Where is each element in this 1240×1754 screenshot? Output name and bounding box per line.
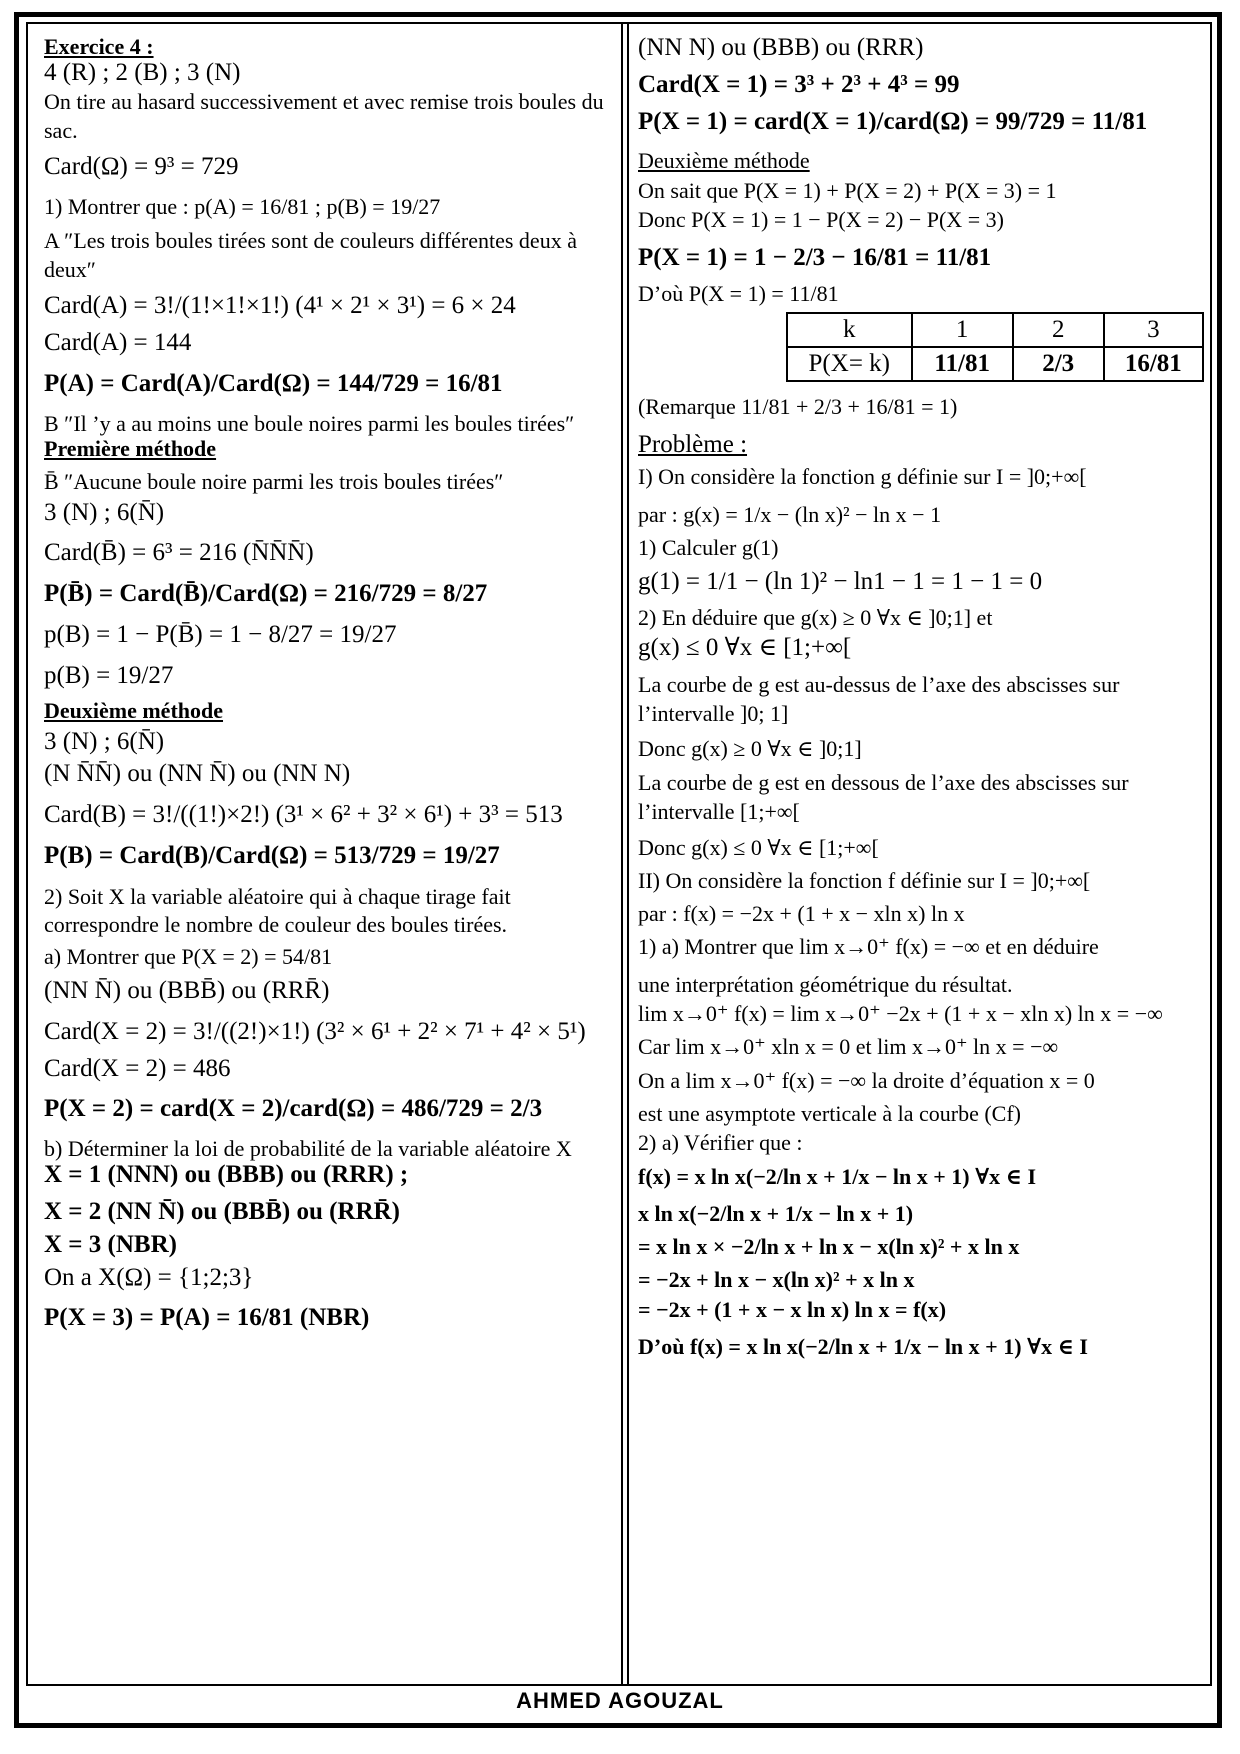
g-below-axis: La courbe de g est en dessous de l’axe des abscisses sur l’intervalle [1;+∞[	[638, 770, 1129, 824]
table-value-1: 11/81	[912, 347, 1013, 381]
cases-x2: (NN N̄) ou (BBB̄) ou (RRR̄)	[44, 977, 330, 1005]
question-1: 1) Montrer que : p(A) = 16/81 ; p(B) = 19/27	[44, 193, 441, 219]
g-negative: Donc g(x) ≤ 0 ∀x ∈ [1;+∞[	[638, 834, 879, 860]
question-2a: a) Montrer que P(X = 2) = 54/81	[44, 943, 333, 969]
limit-calc: lim x→0⁺ f(x) = lim x→0⁺ −2x + (1 + x − xln x) ln x = −∞	[638, 1001, 1163, 1027]
question-g-sign: 2) En déduire que g(x) ≥ 0 ∀x ∈ ]0;1] et	[638, 604, 993, 630]
prob-b: P(B) = Card(B)/Card(Ω) = 513/729 = 19/27	[44, 841, 500, 869]
ball-counts: 3 (N) ; 6(N̄)	[44, 498, 165, 526]
g-positive: Donc g(x) ≥ 0 ∀x ∈ ]0;1]	[638, 736, 862, 762]
prob-b-result: p(B) = 19/27	[44, 661, 174, 689]
x-omega: On a X(Ω) = {1;2;3}	[44, 1263, 254, 1291]
event-a-def: A ″Les trois boules tirées sont de couleurs différentes deux à deux″	[44, 228, 577, 282]
bag-content: 4 (R) ; 2 (B) ; 3 (N)	[44, 59, 241, 87]
x1-cases-line: (NN N) ou (BBB) ou (RRR)	[638, 34, 924, 61]
expand-step-4: = −2x + (1 + x − x ln x) ln x = f(x)	[638, 1296, 947, 1322]
f-identity-conclusion: D’où f(x) = x ln x(−2/ln x + 1/x − ln x + 1) ∀x ∈ I	[638, 1334, 1088, 1360]
x1-cases: X = 1 (NNN) ou (BBB) ou (RRR) ;	[44, 1161, 409, 1189]
author-footer: AHMED AGOUZAL	[516, 1688, 724, 1713]
table-row-label: P(X= k)	[787, 347, 912, 381]
sum-prob: On sait que P(X = 1) + P(X = 2) + P(X = 3) = 1	[638, 177, 1057, 203]
table-header-k: k	[787, 313, 912, 347]
question-verify: 2) a) Vérifier que :	[638, 1130, 803, 1156]
prob-x1-expr: Donc P(X = 1) = 1 − P(X = 2) − P(X = 3)	[638, 206, 1004, 232]
asymptote-conclusion: est une asymptote verticale à la courbe (Cf)	[638, 1100, 1022, 1126]
prob-x3: P(X = 3) = P(A) = 16/81 (NBR)	[44, 1304, 370, 1332]
method-2-heading: Deuxième méthode	[44, 698, 224, 724]
table-header-2: 2	[1013, 313, 1104, 347]
g-above-axis: La courbe de g est au-dessus de l’axe des abscisses sur l’intervalle ]0; 1]	[638, 671, 1120, 726]
card-x2-value: Card(X = 2) = 486	[44, 1054, 231, 1082]
card-x2-formula: Card(X = 2) = 3!/((2!)×1!) (3² × 6¹ + 2² × 7¹ + 4² × 5¹)	[44, 1017, 586, 1045]
asymptote-statement: On a lim x→0⁺ f(x) = −∞ la droite d’équation x = 0	[638, 1067, 1095, 1093]
card-b: Card(B) = 3!/((1!)×2!) (3¹ × 6² + 3² × 6¹) + 3³ = 513	[44, 801, 563, 829]
expand-step-1: x ln x(−2/ln x + 1/x − ln x + 1)	[638, 1200, 914, 1226]
remark: (Remarque 11/81 + 2/3 + 16/81 = 1)	[638, 394, 958, 420]
g-negative-condition: g(x) ≤ 0 ∀x ∈ [1;+∞[	[638, 634, 852, 662]
expand-step-2: = x ln x × −2/ln x + ln x − x(ln x)² + x ln x	[638, 1234, 1020, 1260]
prob-b-complement: P(B̄) = Card(B̄)/Card(Ω) = 216/729 = 8/27	[44, 580, 488, 608]
card-b-complement: Card(B̄) = 6³ = 216 (N̄N̄N̄)	[44, 539, 314, 567]
method-2-heading-right: Deuxième méthode	[638, 148, 810, 174]
prob-x2: P(X = 2) = card(X = 2)/card(Ω) = 486/729 = 2/3	[44, 1095, 543, 1123]
left-column	[44, 34, 614, 1333]
method-1-heading: Première méthode	[44, 436, 217, 462]
table-value-3: 16/81	[1104, 347, 1203, 381]
cases-b: (N N̄N̄) ou (NN N̄) ou (NN N)	[44, 760, 351, 788]
card-a-value: Card(A) = 144	[44, 329, 192, 357]
question-g1: 1) Calculer g(1)	[638, 534, 779, 560]
table-header-1: 1	[912, 313, 1013, 347]
prob-a: P(A) = Card(A)/Card(Ω) = 144/729 = 16/81	[44, 369, 503, 397]
problem-heading: Problème :	[638, 431, 748, 459]
probability-table	[786, 312, 1204, 382]
g1-calc: g(1) = 1/1 − (ln 1)² − ln1 − 1 = 1 − 1 = 0	[638, 568, 1043, 596]
table-value-2: 2/3	[1013, 347, 1104, 381]
column-divider	[621, 22, 629, 1686]
statement-text: On tire au hasard successivement et avec remise trois boules du sac.	[44, 89, 604, 143]
f-identity: f(x) = x ln x(−2/ln x + 1/x − ln x + 1) ∀x ∈ I	[638, 1163, 1037, 1189]
x2-cases: X = 2 (NN N̄) ou (BBB̄) ou (RRR̄)	[44, 1198, 400, 1226]
event-b-complement: B̄ ″Aucune boule noire parmi les trois boules tirées″	[44, 469, 504, 495]
card-x1: Card(X = 1) = 3³ + 2³ + 4³ = 99	[638, 70, 960, 98]
question-2b: b) Déterminer la loi de probabilité de la variable aléatoire X	[44, 1136, 572, 1162]
ball-counts-2: 3 (N) ; 6(N̄)	[44, 727, 165, 755]
prob-x1-calc: P(X = 1) = 1 − 2/3 − 16/81 = 11/81	[638, 244, 992, 272]
card-omega: Card(Ω) = 9³ = 729	[44, 153, 239, 181]
prob-x1: P(X = 1) = card(X = 1)/card(Ω) = 99/729 = 11/81	[638, 107, 1148, 135]
prob-x1-result: D’où P(X = 1) = 11/81	[638, 280, 839, 306]
right-column	[638, 34, 1204, 1359]
part-1-intro: I) On considère la fonction g définie sur I = ]0;+∞[	[638, 464, 1087, 490]
table-header-row	[787, 313, 1203, 347]
x3-cases: X = 3 (NBR)	[44, 1230, 177, 1258]
expand-step-3: = −2x + ln x − x(ln x)² + x ln x	[638, 1267, 915, 1293]
table-row	[787, 347, 1203, 381]
question-f-limit: 1) a) Montrer que lim x→0⁺ f(x) = −∞ et en déduire	[638, 934, 1099, 960]
prob-b-calc: p(B) = 1 − P(B̄) = 1 − 8/27 = 19/27	[44, 620, 397, 648]
card-a-formula: Card(A) = 3!/(1!×1!×1!) (4¹ × 2¹ × 3¹) = 6 × 24	[44, 292, 516, 320]
f-definition: par : f(x) = −2x + (1 + x − xln x) ln x	[638, 901, 965, 927]
table-header-3: 3	[1104, 313, 1203, 347]
question-2: 2) Soit X la variable aléatoire qui à chaque tirage fait correspondre le nombre de couleur des boules tirées.	[44, 883, 511, 938]
limit-reason: Car lim x→0⁺ xln x = 0 et lim x→0⁺ ln x = −∞	[638, 1034, 1059, 1060]
g-definition: par : g(x) = 1/x − (ln x)² − ln x − 1	[638, 501, 942, 527]
geometric-interpretation: une interprétation géométrique du résultat.	[638, 971, 1013, 997]
exercise-title: Exercice 4 :	[44, 34, 154, 59]
part-2-intro: II) On considère la fonction f définie sur I = ]0;+∞[	[638, 867, 1091, 893]
event-b-def: B ″Il ’y a au moins une boule noires parmi les boules tirées″	[44, 410, 575, 436]
